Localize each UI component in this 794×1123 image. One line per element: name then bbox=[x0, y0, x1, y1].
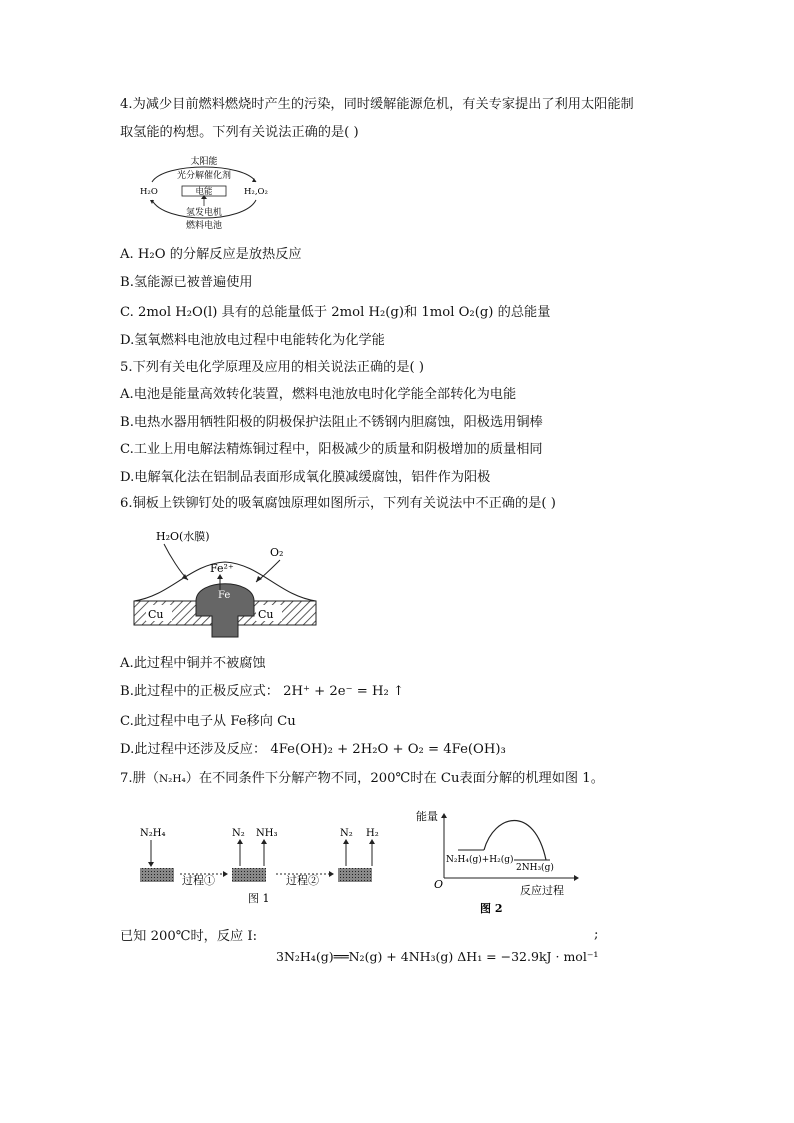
q4-energy-cycle-diagram bbox=[134, 152, 274, 232]
cu-left-label: Cu bbox=[148, 608, 164, 621]
p1-arrowhead bbox=[223, 871, 228, 877]
q4-option-c: C. 2mol H₂O(l) 具有的总能量低于 2mol H₂(g)和 1mol O₂(g) 的总能量 bbox=[120, 305, 551, 320]
s1-arrowhead bbox=[148, 862, 154, 867]
q6-option-b: B.此过程中的正极反应式： 2H⁺ + 2e⁻ = H₂ ↑ bbox=[120, 684, 405, 699]
q7-stem-formula: N₂H₄ bbox=[158, 773, 186, 785]
electric-label: 电能 bbox=[195, 187, 213, 197]
q7-stem-pre: 7.肼（ bbox=[120, 771, 159, 786]
h2o-label: H₂O bbox=[140, 187, 158, 197]
reactant-label: N₂H₄(g)+H₂(g) bbox=[446, 855, 514, 865]
x-label: 反应过程 bbox=[520, 884, 564, 897]
o2-arrowhead bbox=[256, 576, 262, 582]
product-label: 2NH₃(g) bbox=[516, 863, 554, 873]
surface-1 bbox=[140, 868, 174, 882]
catalyst-label: 光分解催化剂 bbox=[176, 171, 232, 181]
s3a-arrowhead bbox=[343, 839, 349, 844]
q7-stem bbox=[120, 770, 604, 788]
fe2-label: Fe²⁺ bbox=[210, 562, 234, 575]
s2b-label: NH₃ bbox=[256, 828, 278, 839]
fe-label: Fe bbox=[218, 590, 231, 601]
q4-option-b: B.氢能源已被普遍使用 bbox=[120, 275, 253, 290]
surface-3 bbox=[338, 868, 372, 882]
s2a-arrowhead bbox=[237, 839, 243, 844]
q4-stem-line2: 取氢能的构想。下列有关说法正确的是( ) bbox=[120, 125, 359, 140]
q6-option-a: A.此过程中铜并不被腐蚀 bbox=[120, 656, 266, 671]
fig1-caption: 图 1 bbox=[248, 892, 270, 905]
s2a-label: N₂ bbox=[232, 828, 245, 839]
q7-figure2-energy-profile bbox=[410, 804, 580, 916]
q7-known-line: 已知 200℃时，反应 Ⅰ: bbox=[120, 929, 258, 944]
sun-label: 太阳能 bbox=[190, 157, 218, 167]
h2o2-label: H₂,O₂ bbox=[244, 187, 268, 197]
s3b-label: H₂ bbox=[366, 828, 379, 839]
q7-semicolon: ; bbox=[594, 927, 599, 942]
p2-arrowhead bbox=[329, 871, 334, 877]
q6-option-c: C.此过程中电子从 Fe移向 Cu bbox=[120, 714, 296, 729]
q5-option-b: B.电热水器用牺牲阳极的阴极保护法阻止不锈钢内胆腐蚀，阳极选用铜棒 bbox=[120, 415, 543, 430]
y-label: 能量 bbox=[416, 810, 438, 823]
o2-label: O₂ bbox=[270, 546, 284, 559]
cu-right-label: Cu bbox=[258, 608, 274, 621]
s2b-arrowhead bbox=[261, 839, 267, 844]
q7-stem-post: ）在不同条件下分解产物不同，200℃时在 Cu表面分解的机理如图 1。 bbox=[185, 771, 604, 786]
q4-option-a: A. H₂O 的分解反应是放热反应 bbox=[120, 247, 302, 262]
q6-stem: 6.铜板上铁铆钉处的吸氧腐蚀原理如图所示，下列有关说法中不正确的是( ) bbox=[120, 496, 556, 511]
fig2-caption: 图 2 bbox=[480, 902, 503, 915]
y-axis-arrowhead bbox=[441, 813, 447, 818]
q5-option-a: A.电池是能量高效转化装置，燃料电池放电时化学能全部转化为电能 bbox=[120, 387, 517, 402]
water-arrow bbox=[164, 544, 188, 580]
s3b-arrowhead bbox=[369, 839, 375, 844]
p1-label: 过程① bbox=[182, 874, 215, 887]
q6-corrosion-diagram bbox=[130, 526, 320, 642]
q7-equation: 3N₂H₄(g)══N₂(g) + 4NH₃(g) ΔH₁ = −32.9kJ · mol⁻¹ bbox=[276, 949, 599, 964]
q5-stem: 5.下列有关电化学原理及应用的相关说法正确的是( ) bbox=[120, 360, 424, 375]
generator-label: 氢发电机 bbox=[185, 208, 223, 218]
s1-label: N₂H₄ bbox=[140, 828, 166, 839]
fuel-cell-label: 燃料电池 bbox=[185, 221, 223, 231]
surface-2 bbox=[232, 868, 266, 882]
p2-label: 过程② bbox=[286, 874, 319, 887]
water-label: H₂O(水膜) bbox=[156, 530, 210, 543]
q5-option-d: D.电解氧化法在铝制品表面形成氧化膜减缓腐蚀，铝件作为阳极 bbox=[120, 470, 491, 485]
s3a-label: N₂ bbox=[340, 828, 353, 839]
q4-stem-line1: 4.为减少目前燃料燃烧时产生的污染，同时缓解能源危机，有关专家提出了利用太阳能制 bbox=[120, 97, 634, 112]
q6-option-d: D.此过程中还涉及反应： 4Fe(OH)₂ + 2H₂O + O₂ = 4Fe(OH)₃ bbox=[120, 742, 506, 757]
origin-label: O bbox=[434, 878, 444, 891]
q4-option-d: D.氢氧燃料电池放电过程中电能转化为化学能 bbox=[120, 333, 385, 348]
q5-option-c: C.工业上用电解法精炼铜过程中，阳极减少的质量和阴极增加的质量相同 bbox=[120, 442, 543, 457]
q7-figure1-mechanism bbox=[136, 820, 396, 908]
x-axis-arrowhead bbox=[574, 875, 579, 881]
